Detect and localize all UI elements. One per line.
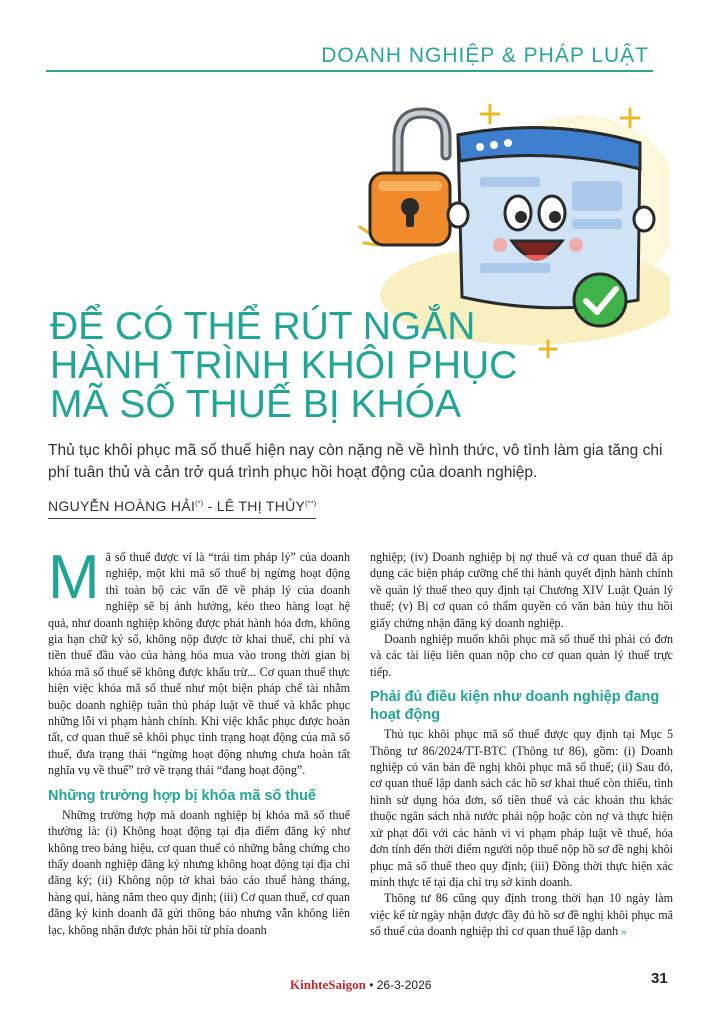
issue-date: 26-3-2026: [376, 978, 432, 992]
author-note-mark: (*): [195, 500, 204, 508]
headline-line: HÀNH TRÌNH KHÔI PHỤC: [50, 344, 518, 387]
body-paragraph: [48, 543, 350, 779]
header-divider: [46, 70, 653, 72]
byline-underline: [48, 518, 316, 519]
body-paragraph: Doanh nghiệp muốn khôi phục mã số thuế thì phải có đơn và các tài liệu liên quan nộp cho cơ quan quản lý thuế trực tiếp.: [370, 632, 673, 679]
footer-publication: [290, 977, 431, 993]
body-paragraph: Những trường hợp mà doanh nghiệp bị khóa mã số thuế thường là: (i) Không hoạt động tại địa điểm đăng ký như không treo bảng hiệu, cơ quan thuế có những bằng chứng cho thấy doanh nghiệp đăng ký nhưng không hoạt động tại địa chỉ đăng ký; (ii) Không nộp tờ khai báo cáo thuế hàng tháng, hàng quí, hàng năm theo quy định; (iii) Cơ quan thuế, cơ quan đăng ký kinh doanh đã gửi thông báo nhưng vẫn không liên lạc, không nhận được phản hồi từ phía doanh: [48, 807, 350, 937]
check-badge-icon: [574, 274, 626, 326]
paragraph-text: Thông tư 86 cũng quy định trong thời hạn 10 ngày làm việc kể từ ngày nhận được đầy đủ hồ sơ đề nghị khôi phục mã số thuế của doanh nghiệp thì cơ quan thuế lập danh: [370, 891, 673, 939]
author-name: NGUYỄN HOÀNG HẢI: [48, 498, 196, 514]
continue-arrow-icon: »: [621, 926, 627, 939]
padlock-icon: [370, 113, 450, 245]
drop-cap: M: [48, 543, 100, 612]
footer-separator: •: [365, 978, 377, 992]
headline-line: MÃ SỐ THUẾ BỊ KHÓA: [50, 383, 462, 426]
paragraph-text: ã số thuế được ví là “trái tim pháp lý” của doanh nghiệp, một khi mã số thuế bị ngừng hoạt động thì toàn bộ các vấn đề về pháp lý của doanh nghiệp sẽ bị ảnh hưởng, kéo theo hàng loạt hệ quả, như doanh nghiệp không được phát hành hóa đơn, không gia hạn chữ ký số, không nộp được tờ khai thuế, chi phí và tiền thuế đầu vào của hàng hóa mua vào trong thời gian bị khóa mã số thuế sẽ không được khấu trừ... Cơ quan thuế thực hiện việc khóa mã số thuế như một biện pháp chế tài nhằm buộc doanh nghiệp tuân thủ pháp luật về thuế và khắc phục những lỗi vi phạm hành chính. Khi việc khắc phục được hoàn tất, cơ quan thuế sẽ khôi phục tình trạng hoạt động của mã số thuế, đưa trạng thái “ngừng hoạt động nhưng chưa hoàn tất nghĩa vụ về thuế” trở về trạng thái “đang hoạt động”.: [48, 550, 350, 778]
article-headline: [50, 307, 550, 424]
byline-separator: -: [203, 498, 217, 514]
body-paragraph: nghiệp; (iv) Doanh nghiệp bị nợ thuế và cơ quan thuế đã áp dụng các biện pháp cưỡng chế thi hành quyết định hành chính về quản lý thuế theo quy định tại Chương XIV Luật Quản lý thuế; (v) Bị cơ quan có thẩm quyền có văn bản hủy thu hồi giấy chứng nhận đăng ký doanh nghiệp.: [370, 550, 673, 630]
body-paragraph: [370, 890, 673, 940]
article-lead: Thủ tục khôi phục mã số thuế hiện nay còn nặng nề về hình thức, vô tình làm gia tăng chi phí tuân thủ và cản trở quá trình phục hồi hoạt động của doanh nghiệp.: [48, 442, 663, 481]
publication-logo: KinhteSaigon: [290, 977, 366, 992]
byline: [48, 498, 316, 514]
subheading: Những trường hợp bị khóa mã số thuế: [48, 787, 316, 804]
body-paragraph: Thủ tục khôi phục mã số thuế được quy định tại Mục 5 Thông tư 86/2024/TT-BTC (Thông tư 86), gồm: (i) Doanh nghiệp có văn bản đề nghị khôi phục mã số thuế; (ii) Sau đó, cơ quan thuế lập danh sách các hồ sơ khai thuế còn thiếu, tình hình sử dụng hóa đơn, số tiền thuế và các khoản thu khác thuộc ngân sách nhà nước phải nộp hoặc còn nợ và thực hiện xử phạt đối với các hành vi vi phạm pháp luật về thuế, hóa đơn tính đến thời điểm người nộp thuế nộp hồ sơ đề nghị khôi phục mã số thuế theo quy định; (iii) Đồng thời thực hiện xác minh thực tế tại địa chỉ trụ sở kinh doanh.: [370, 727, 673, 889]
section-title: DOANH NGHIỆP & PHÁP LUẬT: [321, 44, 649, 67]
body-column-left: [48, 543, 350, 938]
page-number: 31: [651, 970, 668, 987]
subheading: Phải đủ điều kiện như doanh nghiệp đang hoạt động: [370, 689, 660, 724]
browser-window-icon: [448, 128, 654, 308]
body-column-right: [370, 549, 673, 941]
author-name: LÊ THỊ THỦY: [216, 498, 306, 514]
author-note-mark: (**): [305, 500, 317, 508]
headline-line: ĐỂ CÓ THỂ RÚT NGẮN: [50, 305, 476, 348]
